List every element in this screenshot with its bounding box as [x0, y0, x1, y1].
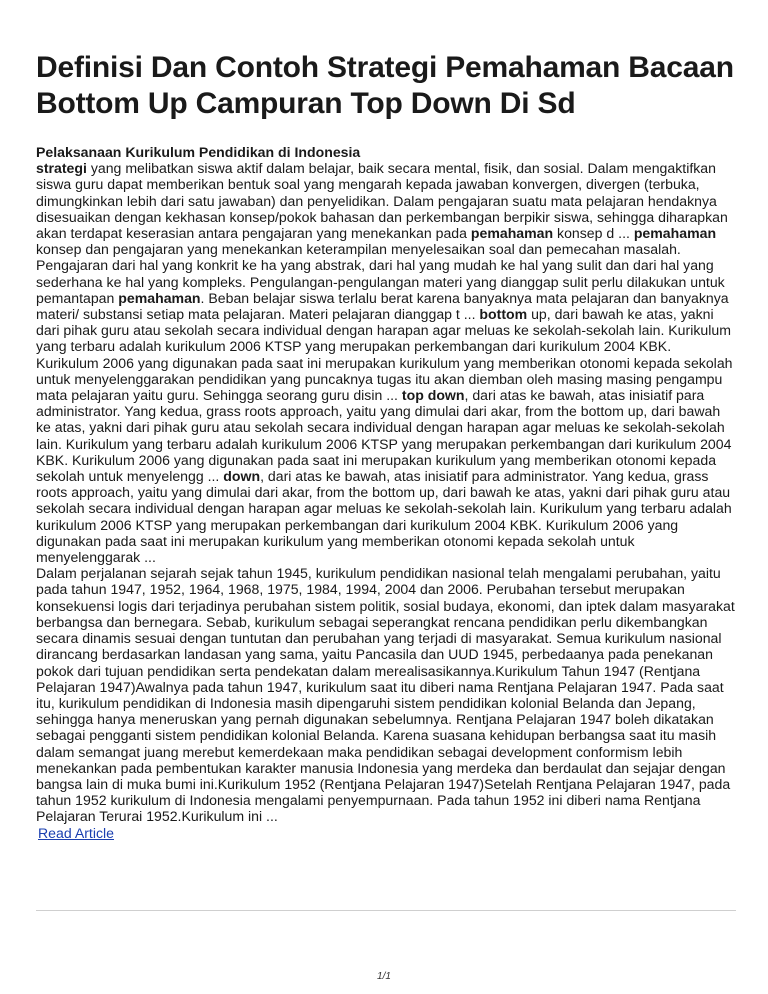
keyword-highlight: pemahaman [118, 289, 201, 306]
text-run: konsep d ... [553, 225, 634, 242]
page-number: 1/1 [377, 971, 391, 982]
keyword-highlight: strategi [36, 160, 87, 177]
keyword-highlight: top down [401, 387, 465, 404]
text-run: konsep dan pengajaran yang menekankan keterampilan menyelesaikan soal dan pemecahan masalah. Pengajaran dari hal yang konkrit ke ha yang abstrak, dari hal yang mudah ke hal yang sulit dan dari hal yang sederhana ke hal yang kompleks. Pengulangan-pengulangan materi yang dianggap sulit perlu dilakukan untuk pemantapan [36, 241, 725, 306]
text-run: , dari atas ke bawah, atas inisiatif para administrator. Yang kedua, grass roots approach, yaitu yang dimulai dari akar, from the bottom up, dari bawah ke atas, yakni dari pihak guru atau sekolah secara individual dengan harapan agar meluas ke sekolah-sekolah lain. Kurikulum yang terbaru adalah kurikulum 2006 KTSP yang merupakan perkembangan dari kurikulum 2004 KBK. Kurikulum 2006 yang digunakan pada saat ini merupakan kurikulum yang memberikan otonomi kepada sekolah untuk menyelengg ... [36, 387, 732, 485]
article-paragraph-2: Dalam perjalanan sejarah sejak tahun 1945, kurikulum pendidikan nasional telah mengalami perubahan, yaitu pada tahun 1947, 1952, 1964, 1968, 1975, 1984, 1994, 2004 dan 2006. Perubahan tersebut merupakan konsekuensi logis dari terjadinya perubahan sistem politik, sosial budaya, ekonomi, dan iptek dalam masyarakat berbangsa dan bernegara. Sebab, kurikulum sebagai seperangkat rencana pendidikan perlu dikembangkan secara dinamis sesuai dengan tuntutan dan perubahan yang terjadi di masyarakat. Semua kurikulum nasional dirancang berdasarkan landasan yang sama, yaitu Pancasila dan UUD 1945, perbedaanya pada penekanan pokok dari tujuan pendidikan serta pendekatan dalam merealisasikannya.Kurikulum Tahun 1947 (Rentjana Pelajaran 1947)Awalnya pada tahun 1947, kurikulum saat itu diberi nama Rentjana Pelajaran 1947. Pada saat itu, kurikulum pendidikan di Indonesia masih dipengaruhi sistem pendidikan kolonial Belanda dan Jepang, sehingga hanya meneruskan yang pernah digunakan sebelumnya. Rentjana Pelajaran 1947 boleh dikatakan sebagai pengganti sistem pendidikan kolonial Belanda. Karena suasana kehidupan berbangsa saat itu masih dalam semangat juang merebut kemerdekaan maka pendidikan sebagai development conformism lebih menekankan pada pembentukan karakter manusia Indonesia yang merdeka dan berdaulat dan sejajar dengan bangsa lain di muka bumi ini.Kurikulum 1952 (Rentjana Pelajaran 1947)Setelah Rentjana Pelajaran 1947, pada tahun 1952 kurikulum di Indonesia mengalami penyempurnaan. Pada tahun 1952 ini diberi nama Rentjana Pelajaran Terurai 1952.Kurikulum ini ... [36, 565, 735, 825]
text-run: . Beban belajar siswa terlalu berat karena banyaknya mata pelajaran dan banyaknya materi/ substansi setiap mata pelajaran. Materi pelajaran dianggap t ... [36, 289, 729, 323]
text-run: up, dari bawah ke atas, yakni dari pihak guru atau sekolah secara individual dengan harapan agar meluas ke sekolah-sekolah lain. Kurikulum yang terbaru adalah kurikulum 2006 KTSP yang merupakan perkembangan dari kurikulum 2004 KBK. Kurikulum 2006 yang digunakan pada saat ini merupakan kurikulum yang memberikan otonomi kepada sekolah untuk menyelenggarakan pendidikan yang puncaknya tugas itu akan diemban oleh masing masing pengampu mata pelajaran yaitu guru. Sehingga seorang guru disin ... [36, 306, 733, 404]
read-article-link[interactable]: Read Article [38, 824, 114, 841]
document-title: Definisi Dan Contoh Strategi Pemahaman Bacaan Bottom Up Campuran Top Down Di Sd [36, 51, 734, 120]
footer-divider [36, 910, 736, 911]
document-page [36, 50, 736, 841]
keyword-highlight: bottom [479, 306, 528, 323]
article-body [36, 144, 736, 841]
keyword-highlight: pemahaman [633, 225, 717, 242]
text-run: , dari atas ke bawah, atas inisiatif para administrator. Yang kedua, grass roots approach, yaitu yang dimulai dari akar, from the bottom up, dari bawah ke atas, yakni dari pihak guru atau sekolah secara individual dengan harapan agar meluas ke sekolah-sekolah lain. Kurikulum yang terbaru adalah kurikulum 2006 KTSP yang merupakan perkembangan dari kurikulum 2004 KBK. Kurikulum 2006 yang digunakan pada saat ini merupakan kurikulum yang memberikan otonomi kepada sekolah untuk menyelenggarak ... [36, 468, 732, 566]
keyword-highlight: down [223, 468, 261, 485]
section-title: Pelaksanaan Kurikulum Pendidikan di Indonesia [36, 144, 361, 160]
article-paragraph-1 [36, 160, 736, 565]
text-run: yang melibatkan siswa aktif dalam belajar, baik secara mental, fisik, dan sosial. Dalam mengaktifkan siswa guru dapat memberikan bentuk soal yang mengarah kepada jawaban konvergen, divergen (terbuka, dimungkinkan lebih dari satu jawaban) dan penyelidikan. Dalam pengajaran suatu mata pelajaran hendaknya disesuaikan dengan kekhasan konsep/pokok bahasan dan perkembangan berpikir siswa, sehingga diharapkan akan terdapat keserasian antara pengajaran yang menekankan pada [36, 160, 728, 242]
keyword-highlight: pemahaman [470, 225, 554, 242]
